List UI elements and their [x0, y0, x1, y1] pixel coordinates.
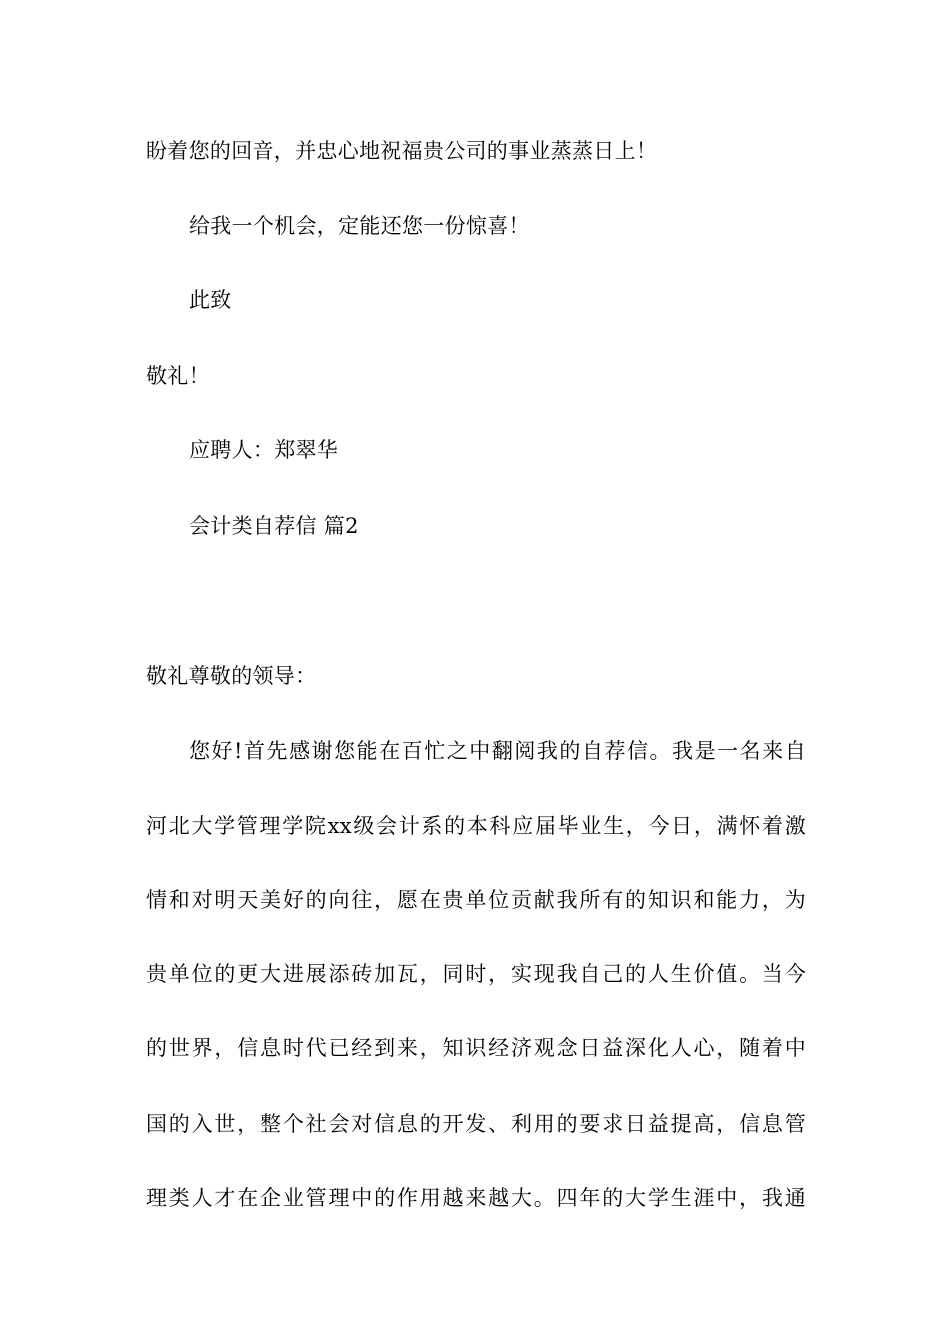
- closing-wish-line: 盼着您的回音，并忠心地祝福贵公司的事业蒸蒸日上！: [146, 139, 658, 163]
- paragraph-line-1: 您好!首先感谢您能在百忙之中翻阅我的自荐信。我是一名来自: [189, 739, 806, 763]
- salutation-cizhi: 此致: [189, 288, 232, 312]
- opportunity-line: 给我一个机会，定能还您一份惊喜！: [189, 214, 530, 238]
- paragraph-line-3: 情和对明天美好的向往，愿在贵单位贡献我所有的知识和能力，为: [146, 888, 806, 912]
- paragraph-line-2: 河北大学管理学院xx级会计系的本科应届毕业生，今日，满怀着激: [146, 814, 806, 838]
- letter-greeting: 敬礼尊敬的领导：: [146, 664, 317, 688]
- section-heading: 会计类自荐信 篇2: [189, 514, 359, 538]
- paragraph-line-6: 国的入世，整个社会对信息的开发、利用的要求日益提高，信息管: [146, 1112, 806, 1136]
- applicant-signature: 应聘人：郑翠华: [189, 438, 339, 462]
- paragraph-line-4: 贵单位的更大进展添砖加瓦，同时，实现我自己的人生价值。当今: [146, 962, 806, 986]
- paragraph-line-5: 的世界，信息时代已经到来，知识经济观念日益深化人心，随着中: [146, 1036, 806, 1060]
- salutation-jingli: 敬礼！: [146, 364, 210, 388]
- paragraph-line-7: 理类人才在企业管理中的作用越来越大。四年的大学生涯中，我通: [146, 1186, 806, 1210]
